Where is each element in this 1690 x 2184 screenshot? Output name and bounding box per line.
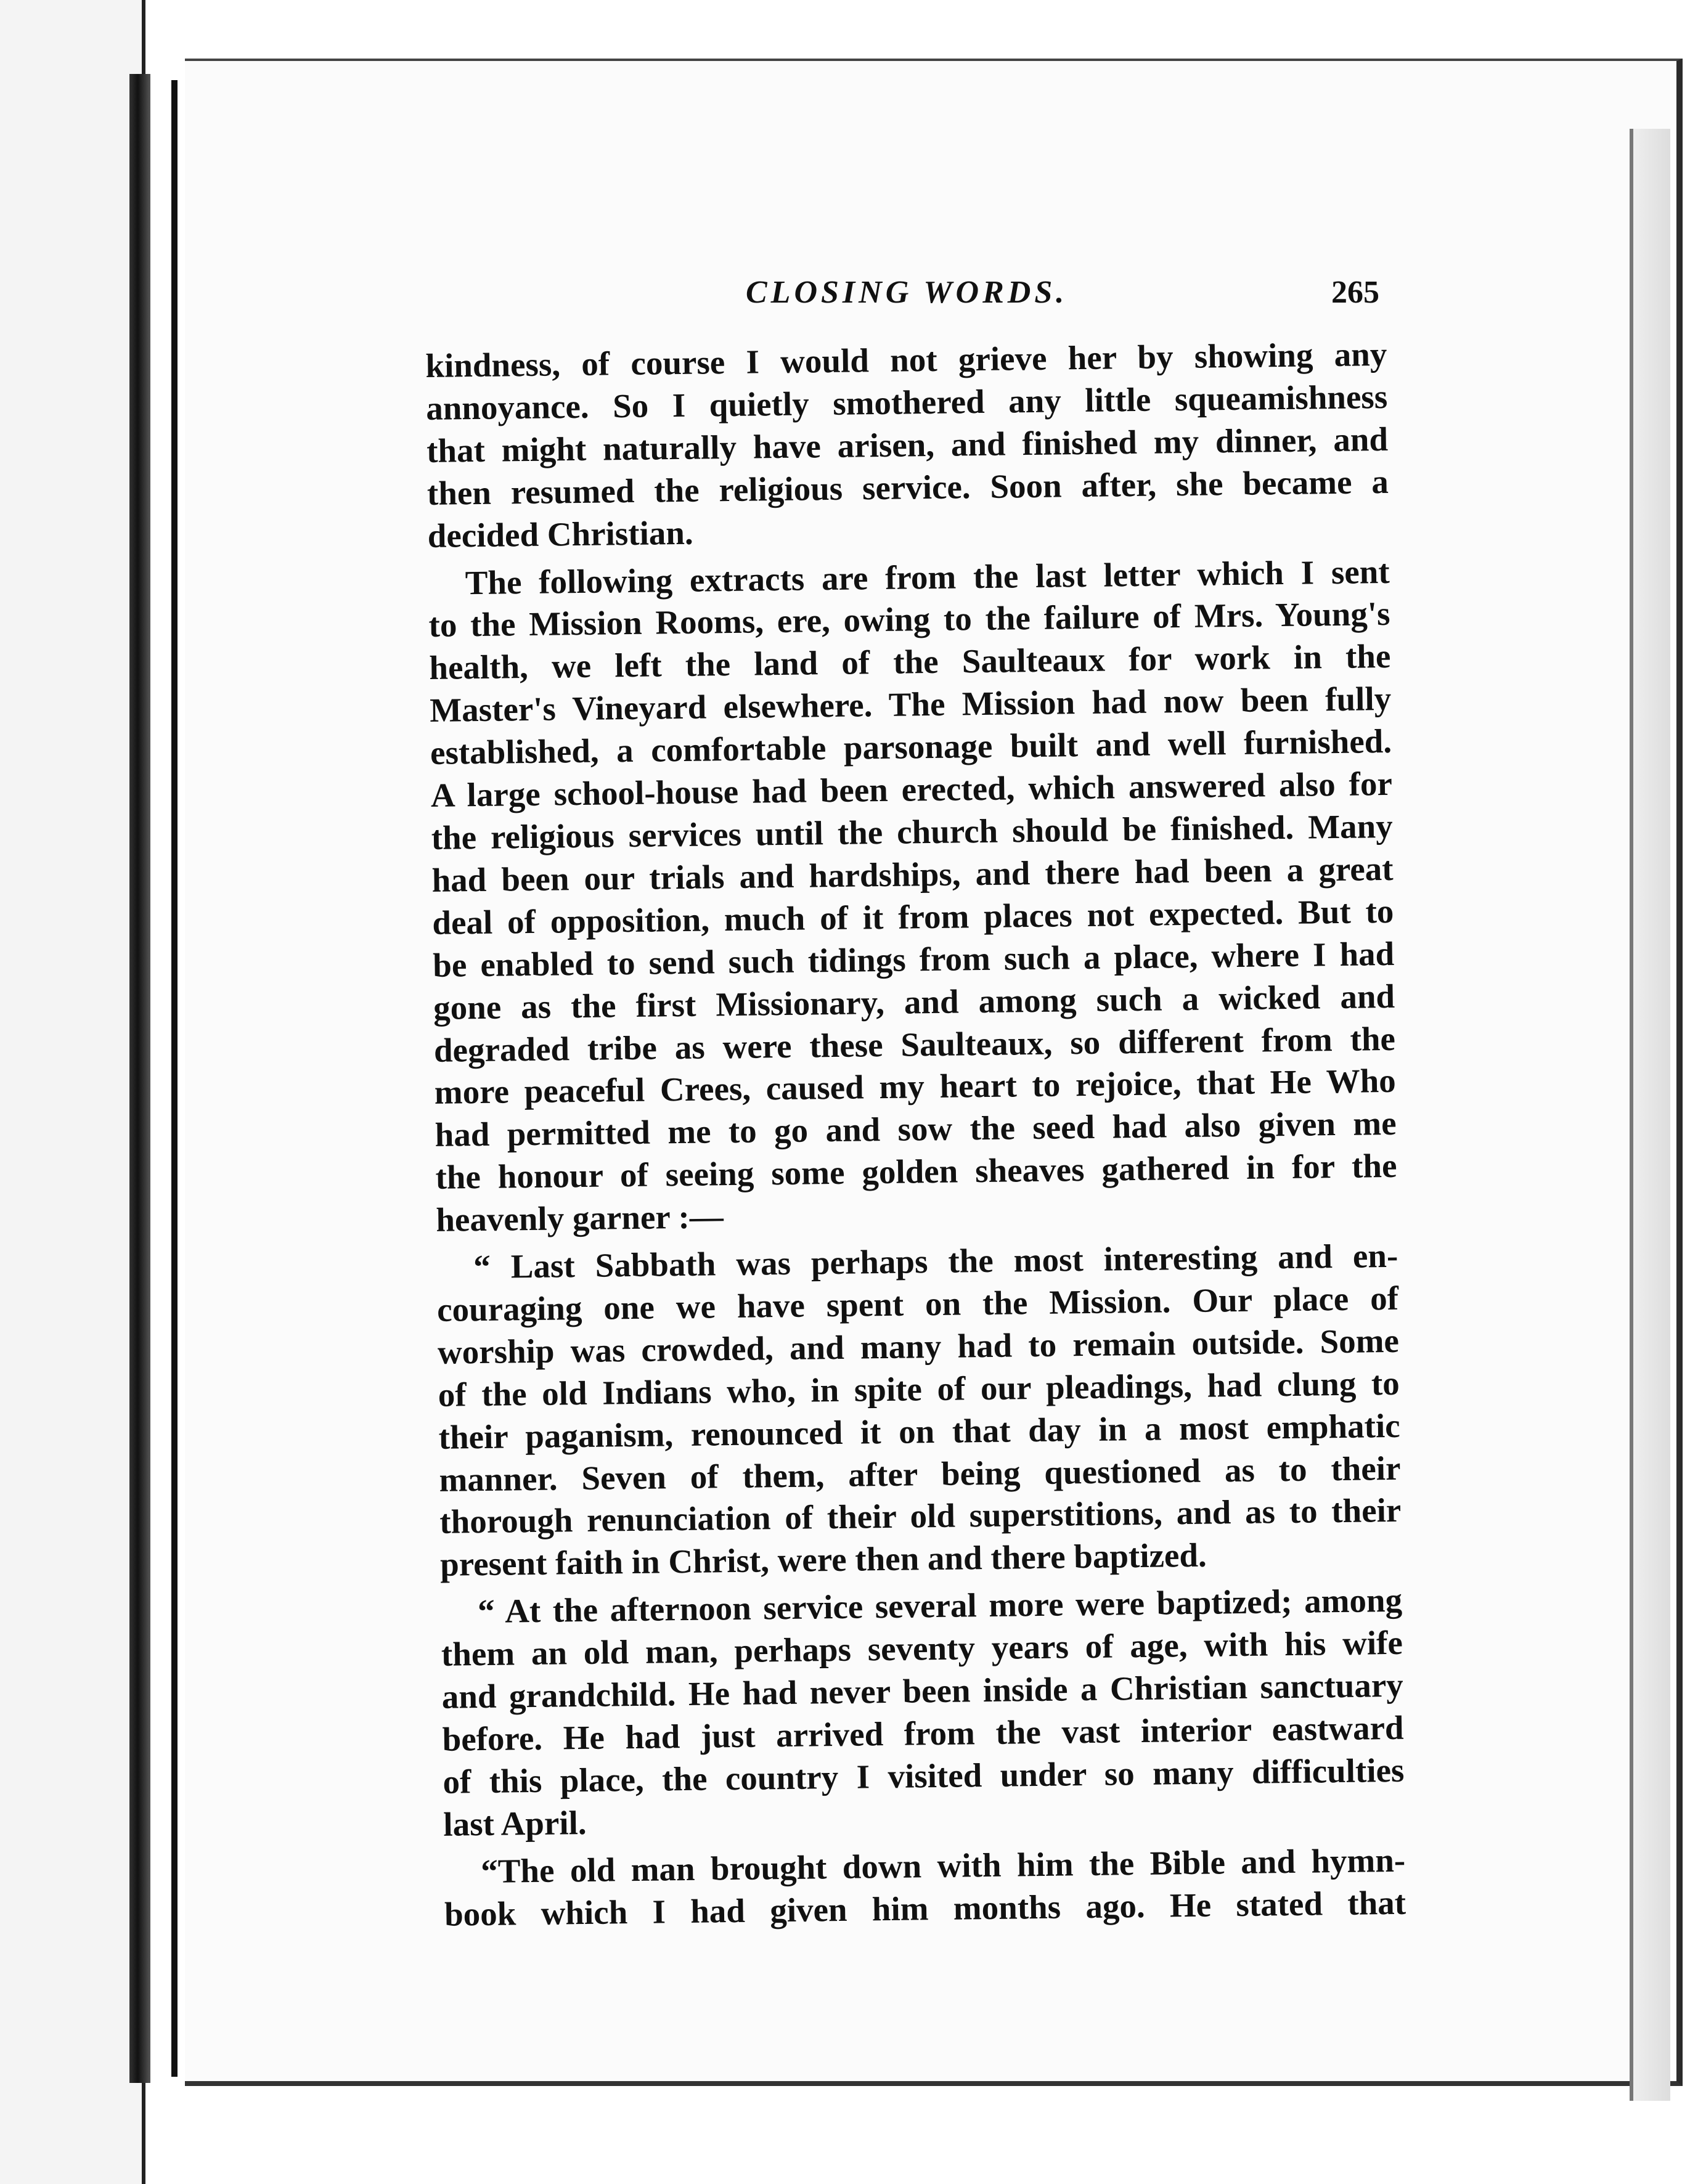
text-line: book which I had given him months ago. He stated that: [444, 1883, 1406, 1933]
text-line: annoyance. So I quietly smothered any little squeamishness: [425, 377, 1388, 427]
text-line: had permitted me to go and sow the seed had also given me: [435, 1104, 1397, 1154]
text-line: of the old Indians who, in spite of our pleadings, had clung to: [438, 1364, 1400, 1414]
text-line: last April.: [443, 1803, 587, 1843]
text-line: the honour of seeing some golden sheaves gathered in for the: [435, 1147, 1397, 1197]
text-line: health, we left the land of the Saulteaux for work in the: [429, 637, 1391, 687]
text-line: “ Last Sabbath was perhaps the most interesting and en-: [473, 1236, 1398, 1286]
text-line: manner. Seven of them, after being questioned as to their: [439, 1449, 1401, 1499]
text-line: of this place, the country I visited under so many difficulties: [443, 1751, 1405, 1801]
text-line: thorough renunciation of their old superstitions, and as to their: [439, 1491, 1402, 1541]
text-line: before. He had just arrived from the vast interior eastward: [442, 1708, 1404, 1758]
text-line: and grandchild. He had never been inside a Christian sanctuary: [441, 1666, 1404, 1716]
text-line: be enabled to send such tidings from such a place, where I had: [432, 934, 1395, 984]
text-line: degraded tribe as were these Saulteaux, so different from the: [433, 1019, 1396, 1069]
text-line: A large school-house had been erected, which answered also for: [430, 764, 1393, 815]
text-line: that might naturally have arisen, and finished my dinner, and: [426, 420, 1389, 470]
text-line: Master's Vineyard elsewhere. The Mission had now been fully: [429, 680, 1392, 730]
text-line: kindness, of course I would not grieve her by showing any: [425, 335, 1387, 385]
body-text: [425, 333, 1406, 1936]
text-line: deal of opposition, much of it from places not expected. But to: [432, 892, 1394, 942]
paragraph-continued: [428, 593, 1398, 1242]
page-number: 265: [1331, 275, 1379, 310]
text-line: present faith in Christ, were then and there baptized.: [439, 1536, 1207, 1584]
text-line: their paganism, renounced it on that day in a most emphatic: [438, 1406, 1400, 1456]
text-line: then resumed the religious service. Soon after, she became a: [427, 462, 1389, 512]
text-line: them an old man, perhaps seventy years of age, with his wife: [441, 1623, 1403, 1674]
running-head: CLOSING WORDS.: [746, 275, 1068, 310]
facing-page-margin: [0, 0, 145, 2184]
page-header: [0, 274, 1690, 317]
book-binding: [129, 74, 150, 2083]
paragraph-continued: [441, 1622, 1405, 1846]
paragraph: [425, 333, 1389, 558]
text-line: The following extracts are from the last letter which I sent: [465, 552, 1390, 601]
text-line: to the Mission Rooms, ere, owing to the failure of Mrs. Young's: [428, 595, 1390, 645]
text-line: gone as the first Missionary, and among such a wicked and: [433, 977, 1395, 1027]
page-edge: [1630, 129, 1670, 2101]
text-line: couraging one we have spent on the Mission. Our place of: [436, 1279, 1399, 1329]
gutter-line: [171, 80, 178, 2077]
text-line: established, a comfortable parsonage built and well furnished.: [430, 722, 1392, 772]
text-line: heavenly garner :—: [435, 1197, 724, 1239]
text-line: the religious services until the church should be finished. Many: [431, 807, 1394, 857]
text-line: “ At the afternoon service several more were baptized; among: [477, 1581, 1403, 1631]
paragraph-continued: [437, 1277, 1402, 1586]
text-line: decided Christian.: [427, 513, 693, 555]
text-line: “The old man brought down with him the Bible and hymn-: [480, 1841, 1406, 1890]
text-line: had been our trials and hardships, and there had been a great: [431, 849, 1394, 899]
text-line: more peaceful Crees, caused my heart to rejoice, that He Who: [434, 1062, 1397, 1112]
text-line: worship was crowded, and many had to remain outside. Some: [437, 1321, 1400, 1371]
